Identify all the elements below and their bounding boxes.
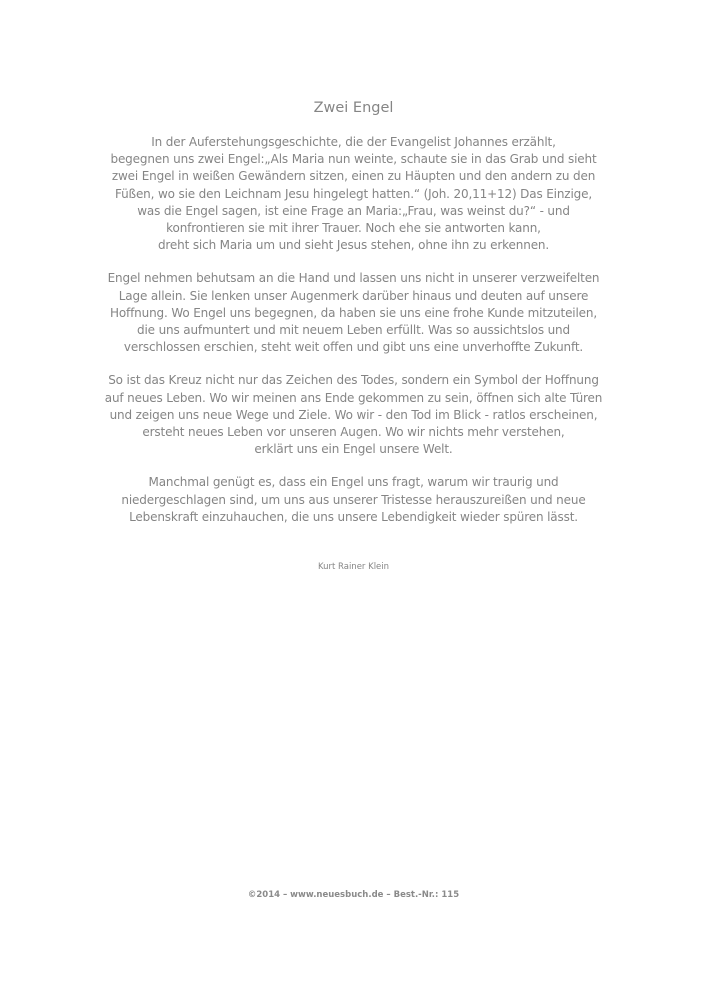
text-line: erklärt uns ein Engel unsere Welt. <box>254 442 453 457</box>
paragraph-3 <box>60 372 647 458</box>
text-line: In der Auferstehungsgeschichte, die der Evangelist Johannes erzählt, <box>151 135 556 149</box>
text-line: begegnen uns zwei Engel:„Als Maria nun weinte, schaute sie in das Grab und sieht <box>110 152 597 167</box>
text-line: Engel nehmen behutsam an die Hand und lassen uns nicht in unserer verzweifelten <box>107 271 600 286</box>
text-line: auf neues Leben. Wo wir meinen ans Ende gekommen zu sein, öffnen sich alte Türen <box>104 390 603 405</box>
footer-copyright: ©2014 – www.neuesbuch.de – Best.-Nr.: 115 <box>247 890 460 900</box>
text-line: niedergeschlagen sind, um uns aus unserer Tristesse herauszureißen und neue <box>121 492 586 507</box>
text-line: Füßen, wo sie den Leichnam Jesu hingelegt hatten.“ (Joh. 20,11+12) Das Einzige, <box>114 186 592 201</box>
text-line: Lebenskraft einzuhauchen, die uns unsere Lebendigkeit wieder spüren lässt. <box>129 509 578 524</box>
paragraph-2 <box>60 270 647 356</box>
text-line: konfrontieren sie mit ihrer Trauer. Noch ehe sie antworten kann, <box>166 221 541 236</box>
text-line: die uns aufmuntert und mit neuem Leben erfüllt. Was so aussichtslos und <box>137 323 570 338</box>
paragraph-1 <box>60 134 647 254</box>
text-line: So ist das Kreuz nicht nur das Zeichen des Todes, sondern ein Symbol der Hoffnung <box>108 373 599 388</box>
body-text <box>60 134 647 542</box>
author-name: Kurt Rainer Klein <box>317 562 390 572</box>
text-line: Hoffnung. Wo Engel uns begegnen, da haben sie uns eine frohe Kunde mitzuteilen, <box>109 305 598 320</box>
text-line: verschlossen erschien, steht weit offen und gibt uns eine unverhoffte Zukunft. <box>123 340 584 355</box>
text-line: was die Engel sagen, ist eine Frage an Maria:„Frau, was weinst du?“ - und <box>137 203 570 218</box>
text-line: und zeigen uns neue Wege und Ziele. Wo wir - den Tod im Blick - ratlos erscheinen, <box>109 407 598 422</box>
text-line: zwei Engel in weißen Gewändern sitzen, einen zu Häupten und den andern zu den <box>111 169 596 184</box>
paragraph-4 <box>60 474 647 526</box>
page-title: Zwei Engel <box>313 100 394 116</box>
text-line: Lage allein. Sie lenken unser Augenmerk darüber hinaus und deuten auf unsere <box>118 288 589 303</box>
text-line: dreht sich Maria um und sieht Jesus stehen, ohne ihn zu erkennen. <box>157 238 550 253</box>
text-line: ersteht neues Leben vor unseren Augen. Wo wir nichts mehr verstehen, <box>142 425 565 440</box>
text-line: Manchmal genügt es, dass ein Engel uns fragt, warum wir traurig und <box>148 475 559 490</box>
